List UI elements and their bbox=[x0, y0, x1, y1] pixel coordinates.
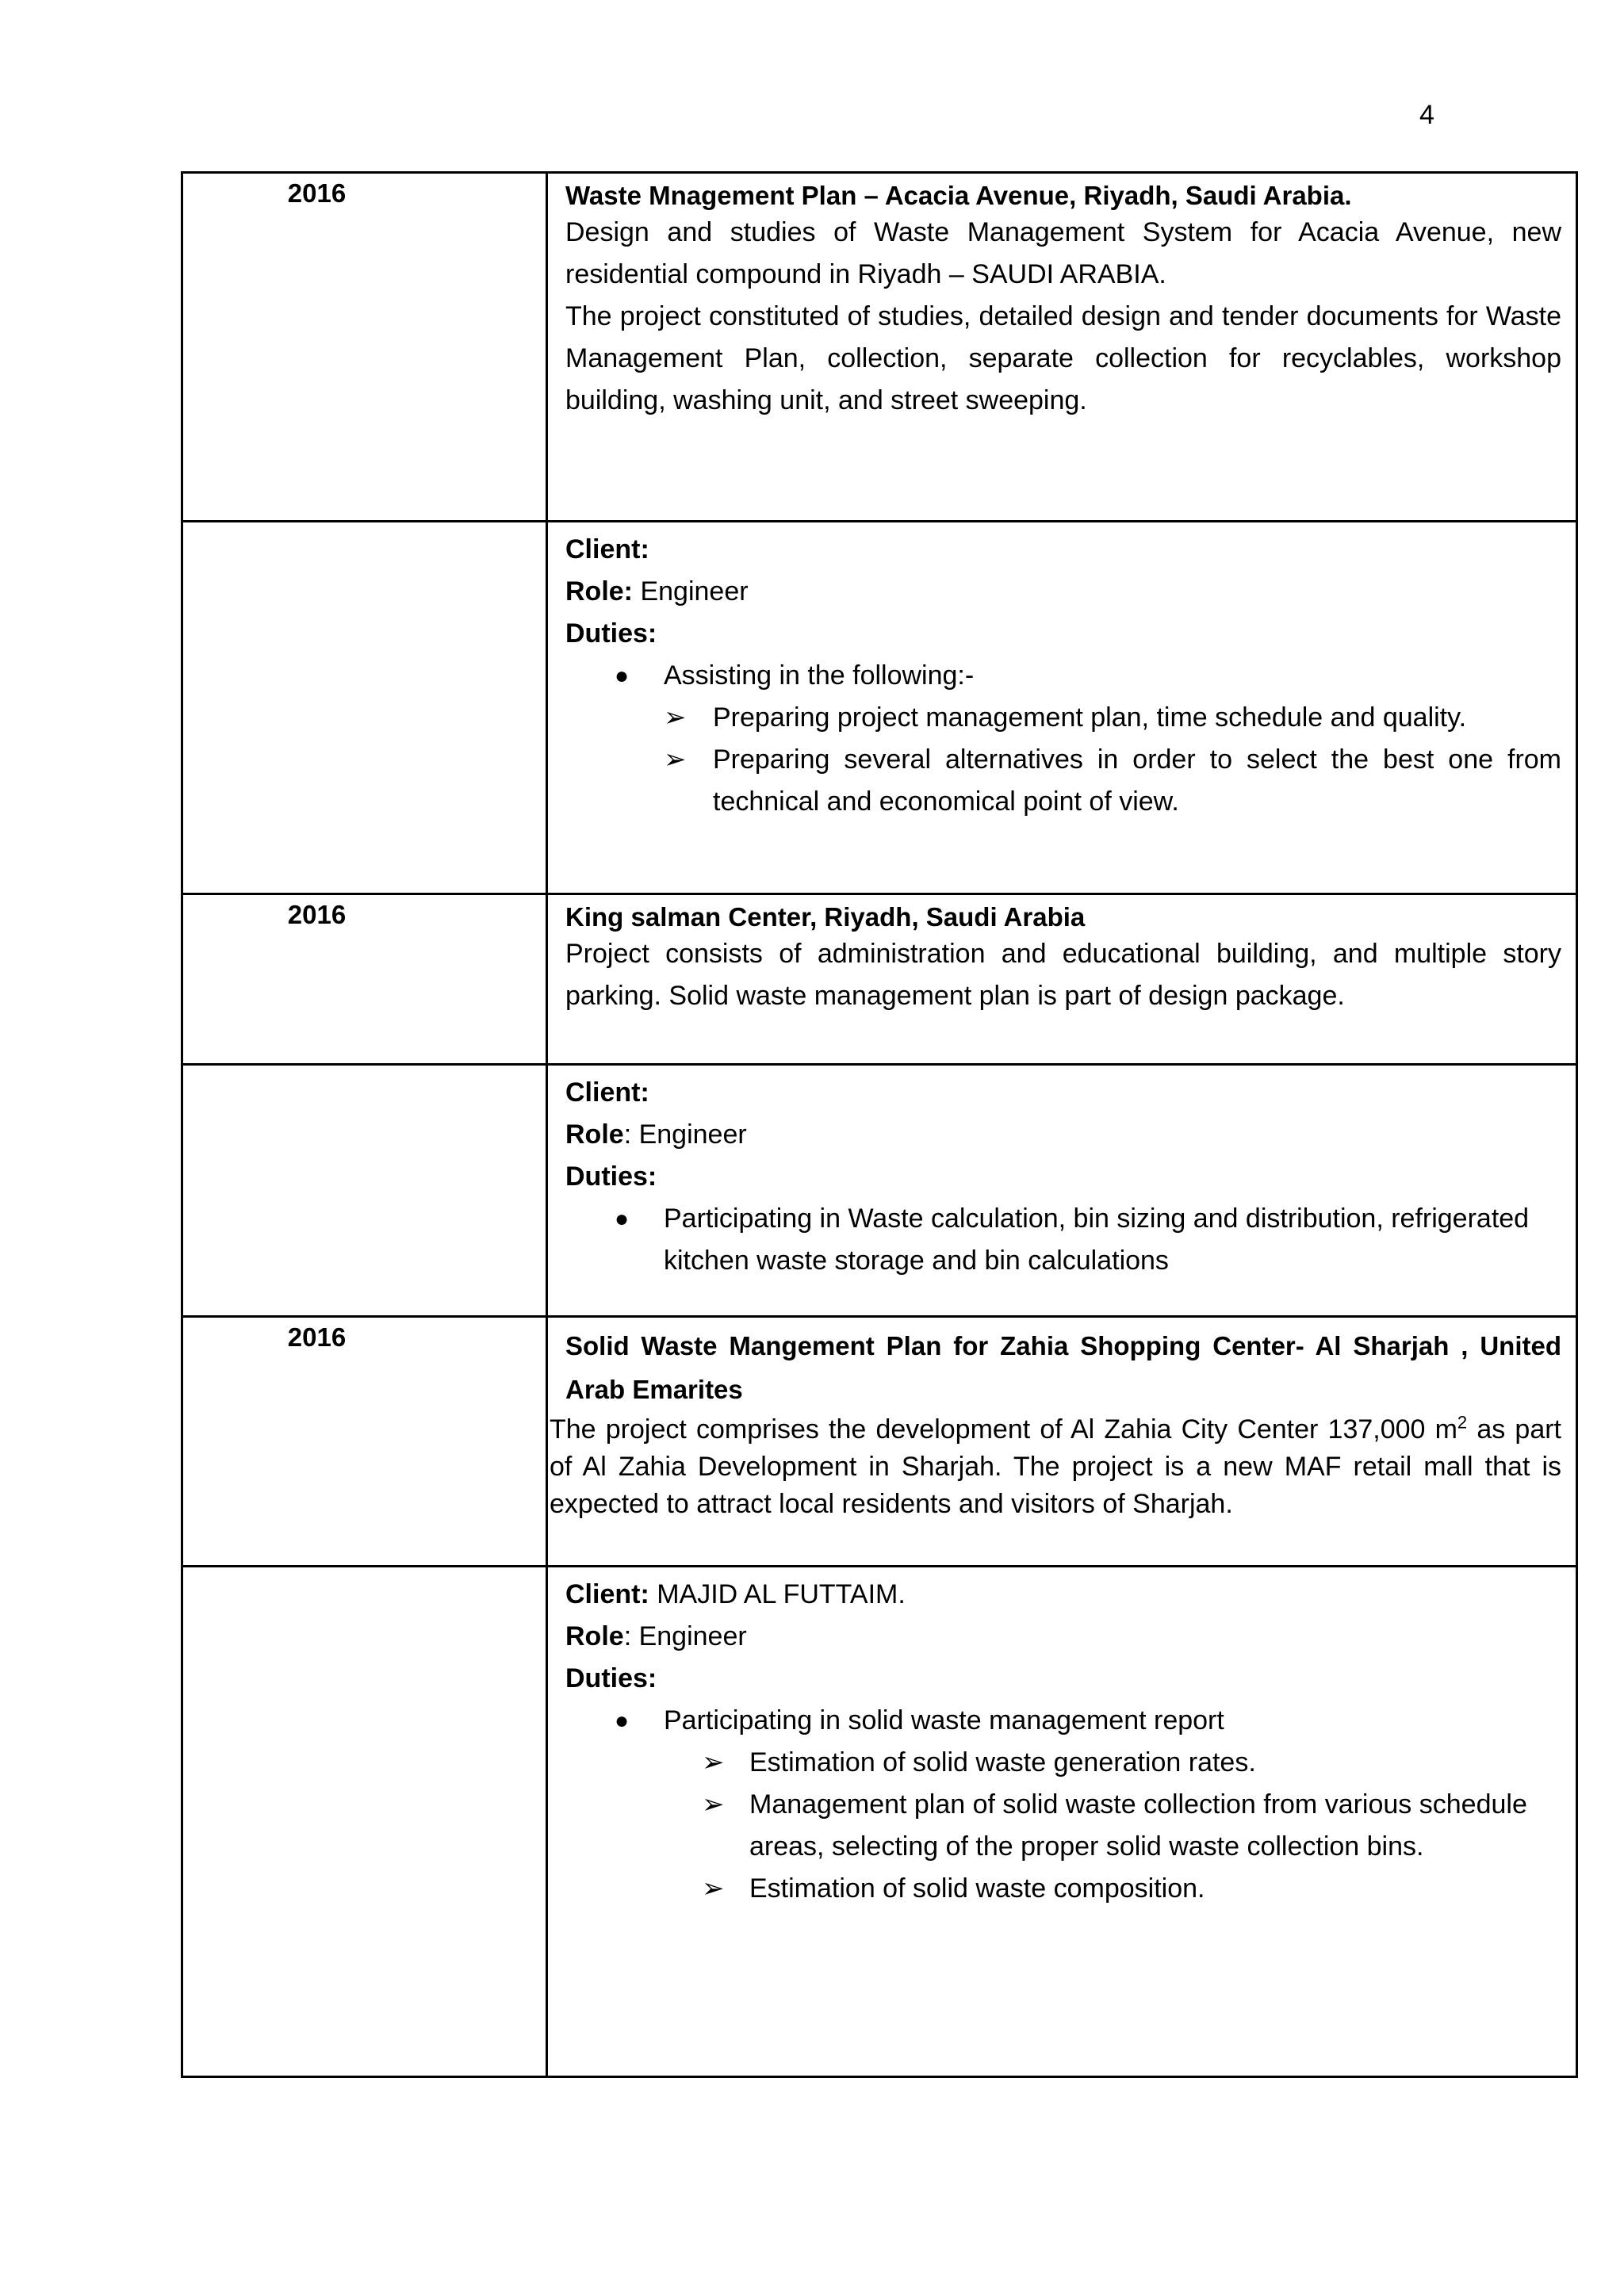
arrowhead-icon: ➢ bbox=[664, 702, 687, 733]
duties-label: Duties: bbox=[565, 1161, 657, 1192]
arrowhead-icon: ➢ bbox=[702, 1747, 725, 1777]
arrowhead-icon: ➢ bbox=[664, 744, 687, 775]
experience-table bbox=[181, 171, 1578, 2078]
project-description: The project constituted of studies, detailed design and tender documents for Waste Management Plan, collection, separate collection for recyclables, workshop building, washing unit, and street sweeping. bbox=[565, 301, 1561, 415]
project-description: The project comprises the development of Al Zahia City Center 137,000 $m^2$ as part of Al Zahia Development in Sharjah. The project is a new MAF retail mall that is expected to attract local residents and visitors of Sharjah. bbox=[550, 1412, 1561, 1519]
duty-item: ● Participating in solid waste management report bbox=[565, 1700, 1561, 1742]
project-description: Project consists of administration and educational building, and multiple story parking. Solid waste management plan is part of design package. bbox=[565, 939, 1561, 1011]
role-line: Role: Engineer bbox=[565, 1119, 747, 1150]
duty-item: ● Assisting in the following:- bbox=[565, 655, 1561, 697]
project-row-king-salman bbox=[182, 894, 1577, 1065]
client-line: Client: MAJID AL FUTTAIM. bbox=[565, 1579, 906, 1609]
duties-label: Duties: bbox=[565, 1663, 657, 1693]
duty-subitem: ➢ Preparing several alternatives in order to select the best one from technical and economical point of view. bbox=[565, 739, 1561, 823]
arrowhead-icon: ➢ bbox=[702, 1873, 725, 1904]
project-year: 2016 bbox=[287, 1322, 347, 1352]
client-line: Client: bbox=[565, 1077, 649, 1108]
duty-item: ● Participating in Waste calculation, bin sizing and distribution, refrigerated kitchen waste storage and bin calculations bbox=[565, 1198, 1561, 1282]
role-row-acacia bbox=[182, 522, 1577, 894]
role-line: Role: Engineer bbox=[565, 1621, 747, 1651]
duty-subitem: ➢ Estimation of solid waste composition. bbox=[565, 1868, 1561, 1910]
project-title: Solid Waste Mangement Plan for Zahia Shopping Center- Al Sharjah , United Arab Emarites bbox=[565, 1331, 1561, 1404]
duty-subitem: ➢ Management plan of solid waste collection from various schedule areas, selecting of the proper solid waste collection bins. bbox=[565, 1784, 1561, 1868]
client-line: Client: bbox=[565, 534, 649, 564]
bullet-icon: ● bbox=[615, 1708, 630, 1734]
project-row-zahia bbox=[182, 1317, 1577, 1567]
duty-subitem: ➢ Preparing project management plan, time schedule and quality. bbox=[565, 697, 1561, 739]
bullet-icon: ● bbox=[615, 1206, 630, 1232]
role-row-king-salman bbox=[182, 1065, 1577, 1317]
role-row-zahia bbox=[182, 1567, 1577, 2077]
project-year: 2016 bbox=[287, 900, 347, 929]
project-description: Design and studies of Waste Management System for Acacia Avenue, new residential compound in Riyadh – SAUDI ARABIA. bbox=[565, 217, 1561, 289]
project-title: Waste Mnagement Plan – Acacia Avenue, Riyadh, Saudi Arabia. bbox=[565, 181, 1352, 210]
role-line: Role: Engineer bbox=[565, 576, 749, 607]
duty-subitem: ➢ Estimation of solid waste generation rates. bbox=[565, 1742, 1561, 1784]
arrowhead-icon: ➢ bbox=[702, 1789, 725, 1820]
bullet-icon: ● bbox=[615, 663, 630, 689]
project-year: 2016 bbox=[287, 178, 347, 208]
page-number: 4 bbox=[1419, 100, 1434, 130]
duties-label: Duties: bbox=[565, 618, 657, 649]
project-title: King salman Center, Riyadh, Saudi Arabia bbox=[565, 902, 1086, 932]
project-row-acacia bbox=[182, 173, 1577, 522]
